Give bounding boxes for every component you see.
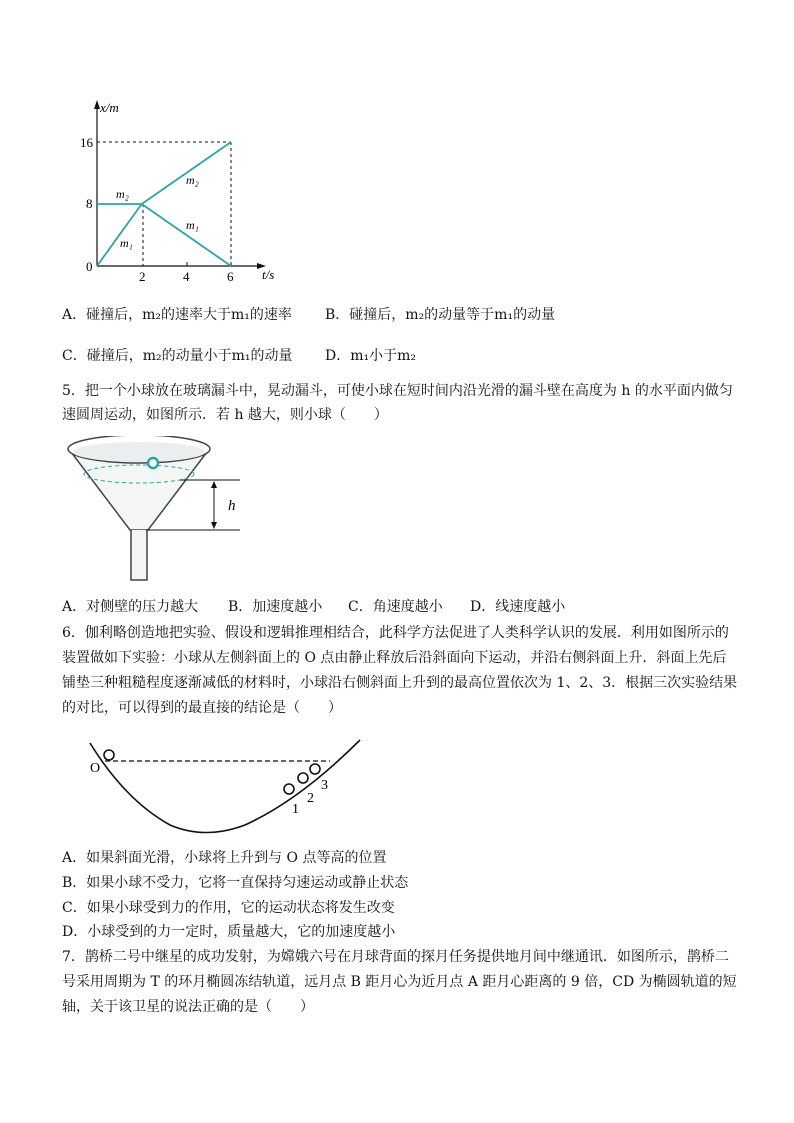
x-axis-label: t/s xyxy=(262,267,275,282)
q6-option-c: C．如果小球受到力的作用，它的运动状态将发生改变 xyxy=(62,900,395,916)
q7-stem-line1: 7．鹊桥二号中继星的成功发射，为嫦娥六号在月球背面的探月任务提供地月间中继通讯．如图所示，鹊桥二 xyxy=(62,949,729,965)
q6-stem-line1: 6．伽利略创造地把实验、假设和逻辑推理相结合，此科学方法促进了人类科学认识的发展．利用如图所示的 xyxy=(62,625,729,641)
funnel-stem xyxy=(131,530,147,580)
q4-option-b: B．碰撞后，m₂的动量等于m₁的动量 xyxy=(325,307,556,323)
x-tick-label-2: 2 xyxy=(139,269,146,284)
y-tick-8: 8 xyxy=(86,196,93,211)
q5-option-a: A．对侧壁的压力越大 xyxy=(62,599,199,615)
q4-option-c: C．碰撞后，m₂的动量小于m₁的动量 xyxy=(62,348,293,364)
label-m1-after: m₁ xyxy=(186,218,199,232)
funnel-rim-inner xyxy=(73,442,205,462)
label-2: 2 xyxy=(307,791,314,806)
q6-stem-line3: 铺垫三种粗糙程度逐渐减低的材料时，小球沿右侧斜面上升到的最高位置依次为 1、2、3．根据三次实验结果 xyxy=(62,675,738,691)
q6-option-d: D．小球受到的力一定时，质量越大，它的加速度越小 xyxy=(62,924,396,940)
series-layer xyxy=(97,142,231,266)
funnel-figure xyxy=(62,436,262,586)
label-o: O xyxy=(90,761,101,776)
ball-1 xyxy=(284,784,294,794)
q7-stem-line2: 号采用周期为 T 的环月椭圆冻结轨道，远月点 B 距月心为近月点 A 距月心距离的 9 倍，CD 为椭圆轨道的短 xyxy=(62,974,737,990)
ball-3 xyxy=(310,764,320,774)
q4-option-a: A．碰撞后，m₂的速率大于m₁的速率 xyxy=(62,307,292,323)
ball-o xyxy=(104,750,114,760)
label-m2-before: m₂ xyxy=(116,187,129,201)
q7-stem-line3: 轴，关于该卫星的说法正确的是（ ） xyxy=(62,999,314,1015)
origin-label: 0 xyxy=(86,259,93,274)
q5-stem-line2: 速圆周运动，如图所示．若 h 越大，则小球（ ） xyxy=(62,407,388,423)
h-label: h xyxy=(228,498,236,514)
incline-figure xyxy=(80,730,380,840)
label-1: 1 xyxy=(292,802,299,817)
q6-stem-line2: 装置做如下实验：小球从左侧斜面上的 O 点由静止释放后沿斜面向下运动，并沿右侧斜面上升．斜面上先后 xyxy=(62,650,727,666)
series-1-segment-1 xyxy=(97,204,142,266)
q5-option-b: B．加速度越小 xyxy=(228,599,323,615)
y-axis-label: x/m xyxy=(100,100,119,115)
q4-option-d: D．m₁小于m₂ xyxy=(325,348,416,364)
series-1-segment-2 xyxy=(142,204,231,266)
q5-stem-line1: 5．把一个小球放在玻璃漏斗中，晃动漏斗，可使小球在短时间内沿光滑的漏斗壁在高度为 h 的水平面内做匀 xyxy=(62,383,733,399)
h-arrow-down xyxy=(211,522,217,529)
xt-graph xyxy=(80,96,290,286)
q6-option-b: B．如果小球不受力，它将一直保持匀速运动或静止状态 xyxy=(62,875,409,891)
y-tick-16: 16 xyxy=(80,135,93,150)
x-tick-label-6: 6 xyxy=(227,269,234,284)
label-m2-after: m₂ xyxy=(186,173,199,187)
label-3: 3 xyxy=(321,778,328,793)
ball xyxy=(148,458,158,468)
label-m1-before: m₁ xyxy=(120,236,133,250)
q6-stem-line4: 的对比，可以得到的最直接的结论是（ ） xyxy=(62,700,342,716)
curved-track xyxy=(90,740,360,833)
q6-option-a: A．如果斜面光滑，小球将上升到与 O 点等高的位置 xyxy=(62,850,387,866)
x-tick-label-4: 4 xyxy=(183,269,190,284)
q5-option-d: D．线速度越小 xyxy=(470,599,566,615)
h-arrow-up xyxy=(211,481,217,488)
ball-2 xyxy=(298,773,308,783)
q5-option-c: C．角速度越小 xyxy=(348,599,443,615)
